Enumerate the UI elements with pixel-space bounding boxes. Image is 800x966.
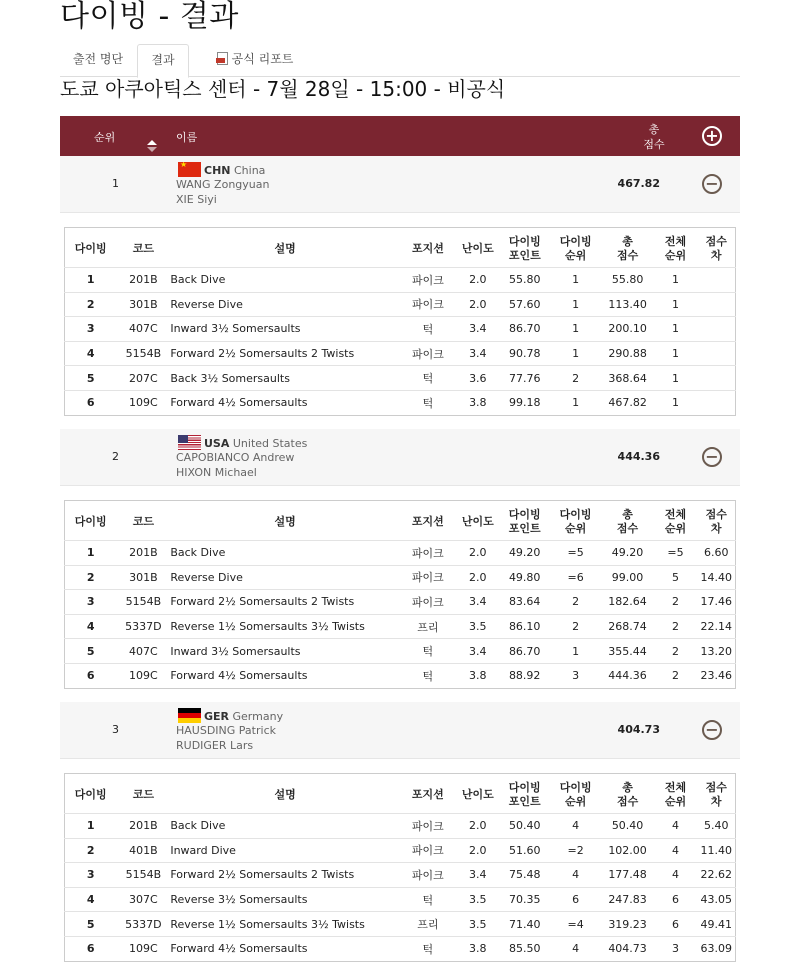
athlete-name[interactable]: HAUSDING Patrick [176,724,276,737]
column-header: 설명 [274,514,296,528]
noc-code: GER [204,710,230,723]
dive-cell: 290.88 [602,341,654,366]
dive-cell: 2.0 [456,814,500,839]
column-header: 다이빙 포인트 [508,780,541,808]
dive-cell: 1 [550,268,602,293]
dive-cell: 1 [654,341,698,366]
country-name: United States [232,437,308,450]
column-header: 다이빙 순위 [559,507,592,535]
dive-cell: Forward 2½ Somersaults 2 Twists [170,341,400,366]
dive-cell: 턱 [400,936,456,961]
dive-cell: 1 [654,390,698,415]
dive-cell: 2 [65,838,117,863]
dive-cell: 4 [654,863,698,888]
dive-cell: 83.64 [500,590,550,615]
dive-cell: 4 [550,936,602,961]
column-header: 난이도 [461,241,494,255]
dive-cell: 3 [65,863,117,888]
team-country [178,435,307,450]
dive-cell: Reverse Dive [170,292,400,317]
column-header: 전체 순위 [664,507,687,535]
dive-table [64,227,736,416]
dive-cell: =5 [550,541,602,566]
column-header: 난이도 [461,787,494,801]
dive-cell: Forward 4½ Somersaults [170,663,400,688]
dive-cell: 2.0 [456,541,500,566]
dive-cell: 3.8 [456,936,500,961]
dive-cell: 턱 [400,663,456,688]
expand-all-icon[interactable]: + [702,126,722,146]
flag-icon [178,435,201,450]
dive-table [64,500,736,689]
column-header: 포지션 [411,514,444,528]
dive-cell: 1 [65,541,117,566]
dive-cell: 50.40 [500,814,550,839]
dive-cell: 109C [116,936,170,961]
dive-cell: 3.5 [456,614,500,639]
page-title: 다이빙 - 결과 [60,0,239,34]
dive-cell: Back Dive [170,268,400,293]
dive-cell: 268.74 [602,614,654,639]
dive-cell [697,292,735,317]
dive-cell: 5 [654,565,698,590]
dive-cell: 43.05 [697,887,735,912]
dive-cell: 207C [116,366,170,391]
dive-cell: 86.10 [500,614,550,639]
dive-cell: 11.40 [697,838,735,863]
dive-cell: Inward 3½ Somersaults [170,317,400,342]
team-country [178,708,283,723]
team-row[interactable] [60,429,740,486]
dive-cell: 22.14 [697,614,735,639]
dive-cell: 3.8 [456,390,500,415]
dive-cell: 5154B [116,590,170,615]
dive-cell: 307C [116,887,170,912]
dive-cell: 턱 [400,390,456,415]
dive-cell: 1 [65,814,117,839]
dive-cell: Back Dive [170,814,400,839]
dive-row [65,590,736,615]
dive-cell: 407C [116,317,170,342]
dive-cell: 319.23 [602,912,654,937]
team-rank: 1 [112,177,119,190]
dive-cell: 49.41 [697,912,735,937]
dive-cell: 프리 [400,614,456,639]
dive-cell: 201B [116,268,170,293]
dive-cell: 4 [65,614,117,639]
dive-cell: 5337D [116,912,170,937]
dive-row [65,390,736,415]
dive-cell: 2 [550,366,602,391]
dive-cell: 57.60 [500,292,550,317]
pdf-icon [217,52,228,65]
dive-cell: =5 [654,541,698,566]
dive-cell: 턱 [400,639,456,664]
dive-cell: 5 [65,912,117,937]
dive-table [64,773,736,962]
tab-start-list[interactable]: 출전 명단 [72,52,124,66]
tab-official-report-label: 공식 리포트 [231,52,294,66]
dive-cell: 368.64 [602,366,654,391]
team-total: 467.82 [617,177,660,190]
athlete-name[interactable]: XIE Siyi [176,193,217,206]
dive-cell: 2.0 [456,292,500,317]
dive-row [65,268,736,293]
dive-cell: 3 [654,936,698,961]
dive-cell: 201B [116,814,170,839]
dive-cell: 1 [550,292,602,317]
column-header: 설명 [274,241,296,255]
dive-row [65,292,736,317]
total-header-line1: 총 [648,123,660,136]
dive-cell: 5154B [116,341,170,366]
dive-row [65,639,736,664]
dive-cell: =2 [550,838,602,863]
dive-cell: 201B [116,541,170,566]
dive-cell [697,317,735,342]
dive-row [65,936,736,961]
country-name: Germany [232,710,284,723]
dive-cell: 86.70 [500,639,550,664]
dive-row [65,863,736,888]
dive-cell: 6 [65,936,117,961]
dive-cell: Forward 4½ Somersaults [170,936,400,961]
dive-cell: 4 [65,887,117,912]
dive-cell: 301B [116,565,170,590]
dive-cell: 1 [550,639,602,664]
column-header: 전체 순위 [664,234,687,262]
column-header: 총 점수 [616,507,639,535]
collapse-icon[interactable]: − [702,447,722,467]
dive-cell: 90.78 [500,341,550,366]
dive-cell: 63.09 [697,936,735,961]
dive-cell: 13.20 [697,639,735,664]
dive-cell: 3.8 [456,663,500,688]
dive-cell: 파이크 [400,268,456,293]
dive-cell: 프리 [400,912,456,937]
dive-cell: 467.82 [602,390,654,415]
tab-official-report[interactable] [200,44,310,77]
rank-header: 순위 [94,131,116,144]
dive-cell: 14.40 [697,565,735,590]
results-header [60,116,740,156]
dive-row [65,663,736,688]
dive-cell: 247.83 [602,887,654,912]
dive-cell: 2 [550,614,602,639]
column-header: 설명 [274,787,296,801]
dive-cell [697,390,735,415]
dive-row [65,341,736,366]
dive-cell: 2.0 [456,268,500,293]
event-subtitle: 도쿄 아쿠아틱스 센터 - 7월 28일 - 15:00 - 비공식 [60,77,506,101]
column-header: 다이빙 [74,787,107,801]
team-row[interactable] [60,156,740,213]
dive-cell: 3.4 [456,863,500,888]
dive-cell: 파이크 [400,541,456,566]
dive-cell: 2 [654,590,698,615]
column-header: 전체 순위 [664,780,687,808]
dive-row [65,838,736,863]
dive-cell: Forward 2½ Somersaults 2 Twists [170,590,400,615]
dive-cell: 1 [550,390,602,415]
dive-cell: Reverse 3½ Somersaults [170,887,400,912]
dive-cell: 파이크 [400,814,456,839]
dive-cell: Reverse Dive [170,565,400,590]
dive-cell: 3.6 [456,366,500,391]
dive-cell: Reverse 1½ Somersaults 3½ Twists [170,912,400,937]
dive-cell: Inward Dive [170,838,400,863]
dive-cell: 6 [65,663,117,688]
dive-cell: 턱 [400,366,456,391]
team-row[interactable] [60,702,740,759]
collapse-icon[interactable]: − [702,720,722,740]
dive-cell: 3.4 [456,590,500,615]
dive-cell: 55.80 [500,268,550,293]
flag-icon [178,162,201,177]
noc-code: USA [204,437,230,450]
dive-row [65,614,736,639]
dive-cell: 5.40 [697,814,735,839]
column-header: 총 점수 [616,780,639,808]
dive-cell: 51.60 [500,838,550,863]
dive-cell: =4 [550,912,602,937]
dive-cell: 1 [654,268,698,293]
dive-cell: Forward 4½ Somersaults [170,390,400,415]
column-header: 포지션 [411,787,444,801]
dive-cell: 49.20 [602,541,654,566]
dive-cell: 85.50 [500,936,550,961]
dive-cell: 102.00 [602,838,654,863]
dive-cell: 49.20 [500,541,550,566]
dive-cell: 1 [654,366,698,391]
athlete-name[interactable]: WANG Zongyuan [176,178,270,191]
dive-cell: 파이크 [400,565,456,590]
dive-cell: 3.5 [456,887,500,912]
dive-cell: 6 [550,887,602,912]
column-header: 난이도 [461,514,494,528]
column-header: 다이빙 순위 [559,780,592,808]
dive-cell: 99.18 [500,390,550,415]
dive-cell: 49.80 [500,565,550,590]
dive-cell: 파이크 [400,838,456,863]
country-name: China [234,164,266,177]
dive-cell: 턱 [400,887,456,912]
dive-cell: 17.46 [697,590,735,615]
dive-cell: 2 [550,590,602,615]
dive-cell: 113.40 [602,292,654,317]
dive-cell: 22.62 [697,863,735,888]
dive-cell: 1 [654,292,698,317]
column-header: 다이빙 [74,514,107,528]
dive-cell: 1 [65,268,117,293]
dive-cell: 5 [65,639,117,664]
name-header: 이름 [176,131,198,144]
dive-cell: 177.48 [602,863,654,888]
dive-table-header [65,228,736,268]
dive-cell: 6.60 [697,541,735,566]
athlete-name[interactable]: RUDIGER Lars [176,739,254,752]
dive-cell: 4 [550,814,602,839]
dive-cell: 6 [65,390,117,415]
dive-cell: 4 [654,814,698,839]
dive-cell: 2 [65,565,117,590]
dive-table-header [65,501,736,541]
dive-cell: 1 [550,317,602,342]
dive-cell: 109C [116,390,170,415]
dive-cell: 2 [654,639,698,664]
column-header: 다이빙 [74,241,107,255]
dive-cell: 3 [65,590,117,615]
dive-row [65,366,736,391]
dive-cell: 88.92 [500,663,550,688]
athlete-name[interactable]: CAPOBIANCO Andrew [176,451,295,464]
dive-cell: 401B [116,838,170,863]
dive-cell: 파이크 [400,590,456,615]
dive-row [65,887,736,912]
dive-cell: 4 [654,838,698,863]
flag-icon [178,708,201,723]
dive-cell: 3 [550,663,602,688]
dive-cell: 182.64 [602,590,654,615]
dive-cell: 355.44 [602,639,654,664]
noc-code: CHN [204,164,231,177]
dive-cell: =6 [550,565,602,590]
dive-cell: 55.80 [602,268,654,293]
dive-cell: 3.4 [456,317,500,342]
dive-cell [697,366,735,391]
team-country [178,162,265,177]
dive-cell: 파이크 [400,292,456,317]
column-header: 코드 [132,787,154,801]
column-header: 다이빙 포인트 [508,507,541,535]
dive-cell: 70.35 [500,887,550,912]
dive-cell: 2.0 [456,565,500,590]
dive-cell: 71.40 [500,912,550,937]
dive-cell: 6 [654,887,698,912]
dive-row [65,317,736,342]
team-total: 444.36 [617,450,660,463]
team-total: 404.73 [617,723,660,736]
dive-cell: 4 [550,863,602,888]
dive-cell: 3 [65,317,117,342]
column-header: 총 점수 [616,234,639,262]
column-header: 다이빙 포인트 [508,234,541,262]
dive-cell: 23.46 [697,663,735,688]
dive-cell: 109C [116,663,170,688]
dive-cell: Back Dive [170,541,400,566]
column-header: 점수 차 [705,507,727,535]
tab-bar [60,44,740,77]
dive-row [65,912,736,937]
dive-cell: 444.36 [602,663,654,688]
dive-cell: 5337D [116,614,170,639]
dive-table-header [65,774,736,814]
dive-cell: 1 [654,317,698,342]
dive-cell: Forward 2½ Somersaults 2 Twists [170,863,400,888]
dive-cell: 200.10 [602,317,654,342]
dive-cell: 4 [65,341,117,366]
dive-cell [697,268,735,293]
column-header: 코드 [132,241,154,255]
dive-row [65,814,736,839]
dive-cell: Reverse 1½ Somersaults 3½ Twists [170,614,400,639]
sort-icon[interactable] [147,140,157,152]
dive-cell: 2 [654,663,698,688]
dive-cell [697,341,735,366]
athlete-name[interactable]: HIXON Michael [176,466,257,479]
collapse-icon[interactable]: − [702,174,722,194]
dive-cell: 파이크 [400,341,456,366]
column-header: 점수 차 [705,780,727,808]
dive-cell: 3.4 [456,341,500,366]
dive-cell: 1 [550,341,602,366]
dive-cell: 3.5 [456,912,500,937]
dive-cell: 2 [654,614,698,639]
column-header: 다이빙 순위 [559,234,592,262]
dive-cell: 턱 [400,317,456,342]
dive-cell: 75.48 [500,863,550,888]
dive-row [65,541,736,566]
column-header: 코드 [132,514,154,528]
dive-cell: 407C [116,639,170,664]
team-rank: 3 [112,723,119,736]
dive-cell: 5154B [116,863,170,888]
column-header: 포지션 [411,241,444,255]
dive-cell: 6 [654,912,698,937]
dive-cell: 50.40 [602,814,654,839]
dive-cell: Back 3½ Somersaults [170,366,400,391]
dive-cell: 86.70 [500,317,550,342]
dive-row [65,565,736,590]
dive-cell: 2 [65,292,117,317]
column-header: 점수 차 [705,234,727,262]
dive-cell: 2.0 [456,838,500,863]
dive-cell: 파이크 [400,863,456,888]
total-header-line2: 점수 [643,138,665,151]
dive-cell: 301B [116,292,170,317]
dive-cell: Inward 3½ Somersaults [170,639,400,664]
team-rank: 2 [112,450,119,463]
dive-cell: 77.76 [500,366,550,391]
dive-cell: 99.00 [602,565,654,590]
dive-cell: 404.73 [602,936,654,961]
dive-cell: 5 [65,366,117,391]
tab-results[interactable]: 결과 [137,44,189,78]
dive-cell: 3.4 [456,639,500,664]
